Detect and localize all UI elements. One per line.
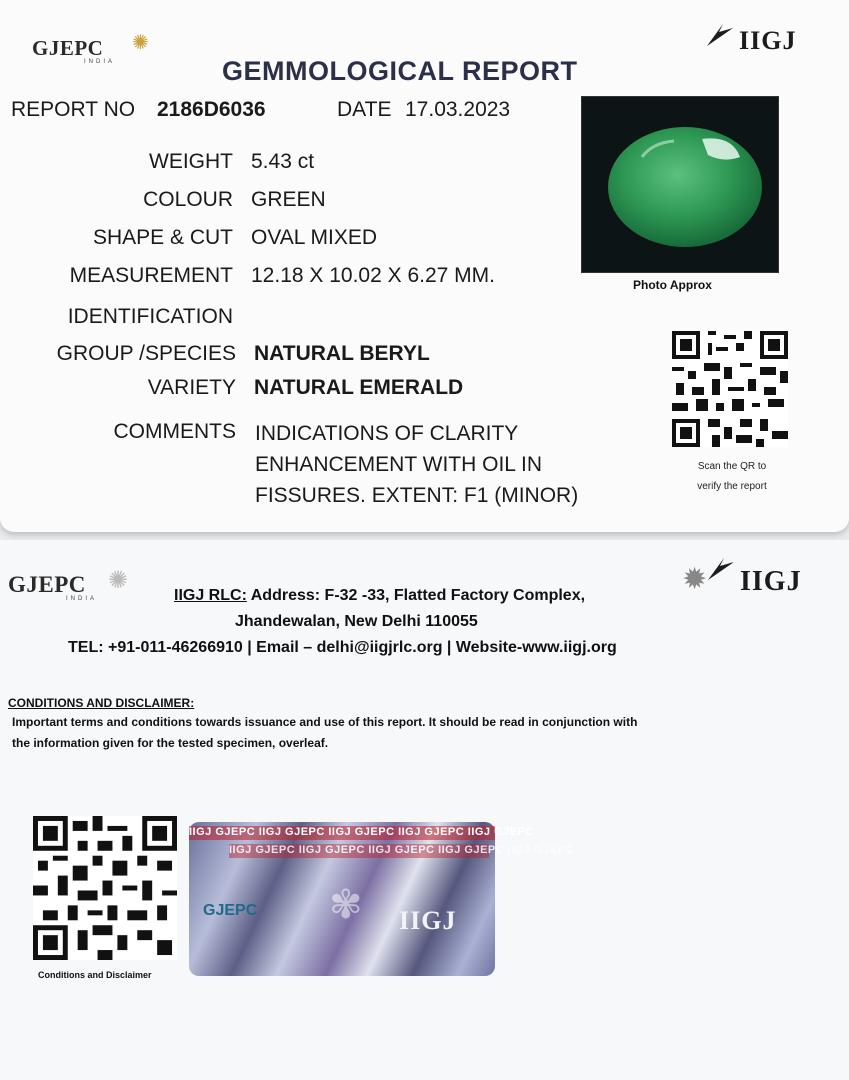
hologram-iigj-logo: IIGJ — [399, 906, 457, 935]
comments-line-2: ENHANCEMENT WITH OIL IN — [255, 453, 543, 476]
comments-line-1: INDICATIONS OF CLARITY — [255, 422, 519, 445]
sunburst-icon: ✺ — [132, 32, 149, 54]
colour-value: GREEN — [251, 188, 326, 211]
hologram-gjepc-logo: GJEPC — [203, 902, 258, 919]
contact-line: TEL: +91-011-46266910 | Email – delhi@iigjrlc.org | Website-www.iigj.org — [68, 639, 617, 656]
conditions-qr-caption: Conditions and Disclaimer — [38, 970, 152, 980]
hologram-band-1: IIGJ GJEPC IIGJ GJEPC IIGJ GJEPC IIGJ GJEPC IIGJ GJEPC — [189, 826, 534, 838]
conditions-qr-code[interactable] — [33, 816, 177, 960]
report-back-card — [0, 540, 849, 1080]
measurement-label: MEASUREMENT — [69, 264, 233, 287]
comments-line-3: FISSURES. EXTENT: F1 (MINOR) — [255, 484, 579, 507]
gjepc-logo-back — [8, 567, 129, 602]
sunburst-back-icon: ✺ — [108, 567, 129, 594]
qr-code-icon — [672, 331, 788, 447]
emerald-stone-icon — [582, 97, 778, 272]
identification-label: IDENTIFICATION — [67, 305, 233, 328]
gjepc-logo-text: GJEPC — [32, 36, 104, 60]
iigj-burst-icon: ✹ — [682, 563, 708, 596]
variety-value: NATURAL EMERALD — [254, 376, 464, 399]
address-label: IIGJ RLC: — [174, 587, 247, 604]
shape-cut-label: SHAPE & CUT — [92, 226, 233, 249]
iigj-arrow-back-icon — [706, 556, 736, 582]
security-hologram — [189, 822, 574, 976]
gjepc-logo-back-subtext: INDIA — [66, 596, 98, 602]
qr-code-back-icon — [33, 816, 177, 960]
measurement-value: 12.18 X 10.02 X 6.27 MM. — [251, 264, 495, 287]
comments-label: COMMENTS — [113, 420, 236, 443]
date-label: DATE — [337, 98, 392, 121]
qr-caption-line-2: verify the report — [697, 481, 767, 492]
variety-label: VARIETY — [147, 376, 236, 399]
iigj-arrow-icon — [705, 22, 735, 48]
qr-caption — [672, 457, 792, 497]
weight-value: 5.43 ct — [251, 150, 315, 173]
hologram-emblem-icon: ✾ — [329, 883, 363, 927]
report-title: GEMMOLOGICAL REPORT — [222, 56, 578, 86]
hologram-band-2: IIGJ GJEPC IIGJ GJEPC IIGJ GJEPC IIGJ GJEPC IIGJ GJEPC — [229, 844, 574, 856]
address-line-1 — [174, 587, 585, 605]
iigj-logo-text: IIGJ — [739, 26, 797, 55]
verify-qr-code[interactable] — [672, 331, 788, 447]
qr-caption-line-1: Scan the QR to — [697, 461, 767, 472]
colour-label: COLOUR — [143, 188, 233, 211]
date-value: 17.03.2023 — [405, 98, 511, 121]
conditions-line-2: the information given for the tested specimen, overleaf. — [12, 736, 329, 750]
report-front-card — [0, 0, 849, 532]
conditions-text — [12, 712, 637, 754]
photo-caption: Photo Approx — [633, 278, 712, 292]
conditions-heading: CONDITIONS AND DISCLAIMER: — [8, 696, 195, 710]
weight-label: WEIGHT — [149, 150, 233, 173]
stone-photo — [581, 96, 779, 273]
group-species-label: GROUP /SPECIES — [56, 342, 236, 365]
group-species-value: NATURAL BERYL — [254, 342, 430, 365]
conditions-line-1: Important terms and conditions towards issuance and use of this report. It should be read in conjunction with — [12, 715, 638, 729]
iigj-logo-back-text: IIGJ — [740, 566, 802, 597]
report-no-value: 2186D6036 — [157, 98, 266, 121]
comments-value — [255, 418, 578, 511]
report-no-label: REPORT NO — [11, 98, 136, 121]
address-text: Address: F-32 -33, Flatted Factory Complex, — [246, 587, 586, 604]
address-line-2: Jhandewalan, New Delhi 110055 — [235, 613, 478, 630]
gjepc-logo — [32, 32, 149, 65]
shape-cut-value: OVAL MIXED — [251, 226, 378, 249]
gjepc-logo-subtext: INDIA — [84, 59, 116, 65]
gjepc-logo-back-text: GJEPC — [8, 572, 86, 597]
